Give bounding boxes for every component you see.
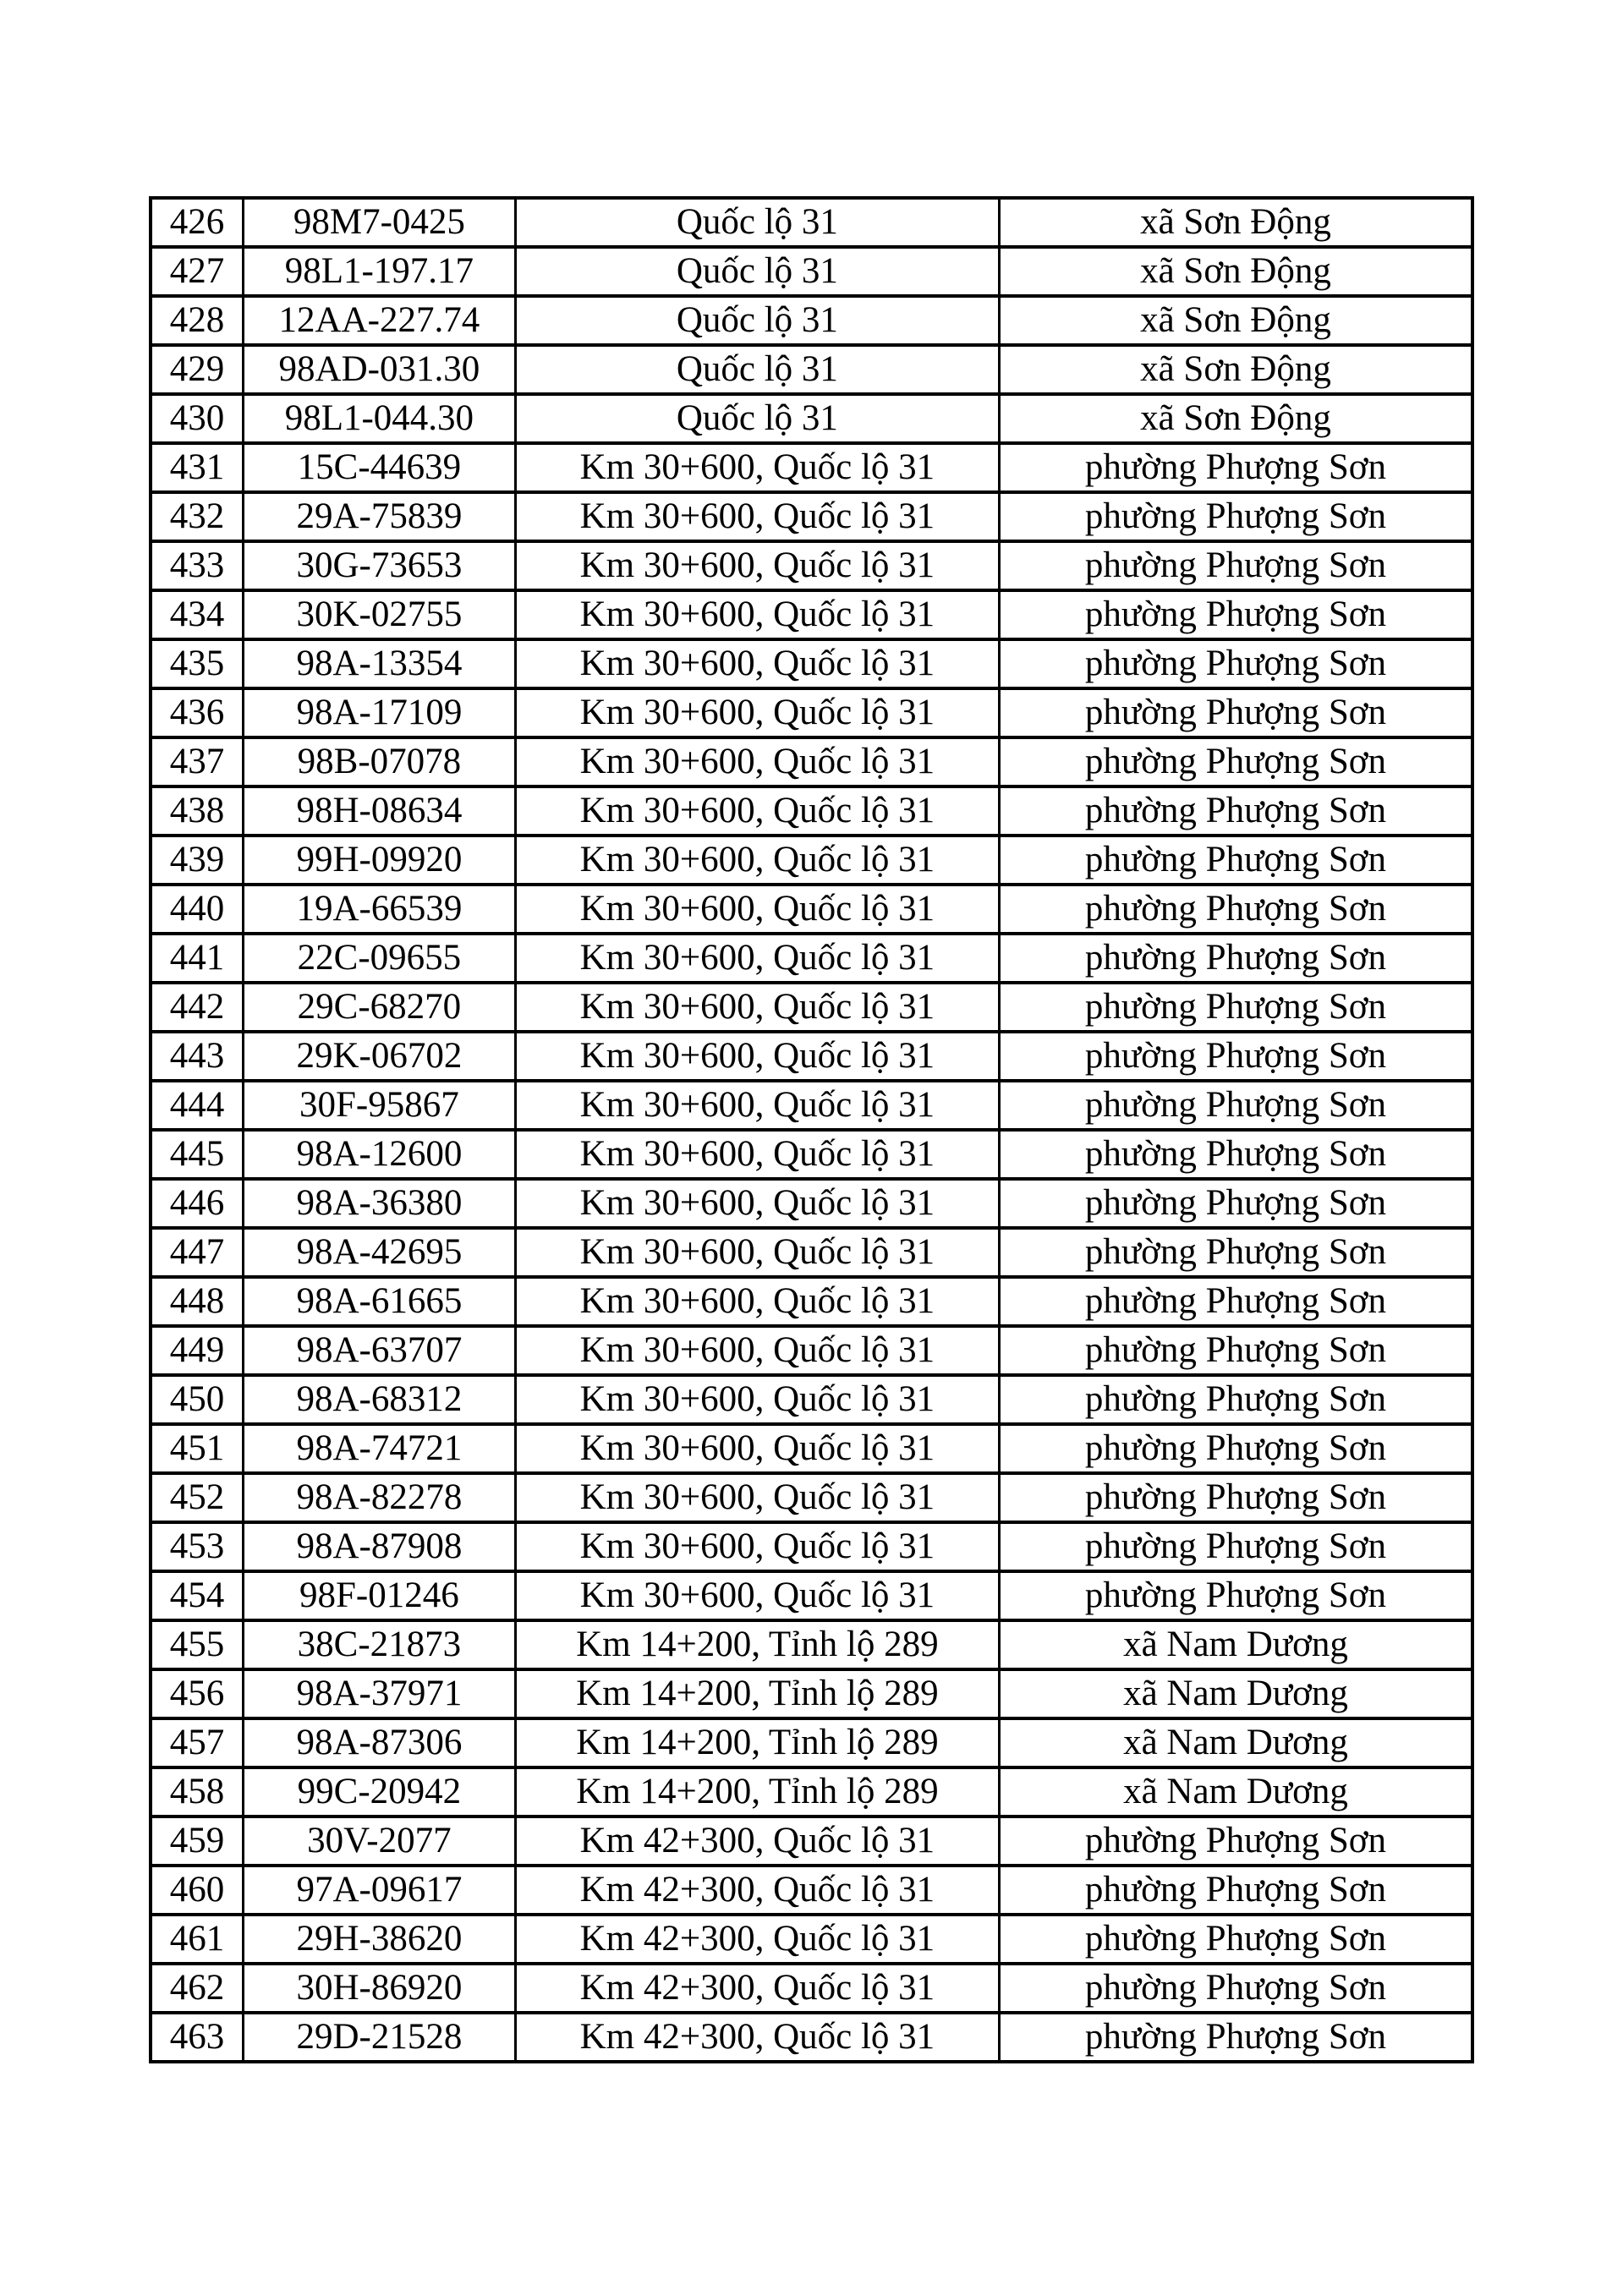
row-number-cell: 461 <box>151 1915 243 1964</box>
table-row <box>151 836 1472 885</box>
row-number-cell: 436 <box>151 688 243 737</box>
plate-cell: 98AD-031.30 <box>243 345 515 394</box>
ward-cell: phường Phượng Sơn <box>999 1375 1472 1424</box>
location-cell: Km 30+600, Quốc lộ 31 <box>515 934 999 983</box>
location-cell: Km 30+600, Quốc lộ 31 <box>515 1277 999 1326</box>
ward-cell: phường Phượng Sơn <box>999 885 1472 934</box>
table-row <box>151 1277 1472 1326</box>
table-row <box>151 1571 1472 1620</box>
row-number-cell: 446 <box>151 1179 243 1228</box>
location-cell: Km 30+600, Quốc lộ 31 <box>515 688 999 737</box>
plate-cell: 98H-08634 <box>243 786 515 836</box>
ward-cell: phường Phượng Sơn <box>999 1915 1472 1964</box>
row-number-cell: 443 <box>151 1032 243 1081</box>
ward-cell: phường Phượng Sơn <box>999 541 1472 590</box>
plate-cell: 98B-07078 <box>243 737 515 786</box>
ward-cell: phường Phượng Sơn <box>999 1424 1472 1473</box>
row-number-cell: 456 <box>151 1669 243 1718</box>
row-number-cell: 433 <box>151 541 243 590</box>
row-number-cell: 463 <box>151 2013 243 2062</box>
plate-cell: 98A-37971 <box>243 1669 515 1718</box>
location-cell: Km 30+600, Quốc lộ 31 <box>515 737 999 786</box>
ward-cell: phường Phượng Sơn <box>999 1964 1472 2013</box>
row-number-cell: 431 <box>151 443 243 492</box>
plate-cell: 97A-09617 <box>243 1866 515 1915</box>
location-cell: Km 30+600, Quốc lộ 31 <box>515 590 999 639</box>
ward-cell: phường Phượng Sơn <box>999 1866 1472 1915</box>
location-cell: Km 30+600, Quốc lộ 31 <box>515 1522 999 1571</box>
ward-cell: phường Phượng Sơn <box>999 1032 1472 1081</box>
ward-cell: phường Phượng Sơn <box>999 2013 1472 2062</box>
plate-cell: 98A-42695 <box>243 1228 515 1277</box>
table-row <box>151 1081 1472 1130</box>
plate-cell: 30V-2077 <box>243 1817 515 1866</box>
row-number-cell: 426 <box>151 198 243 247</box>
ward-cell: phường Phượng Sơn <box>999 1473 1472 1522</box>
row-number-cell: 445 <box>151 1130 243 1179</box>
location-cell: Km 30+600, Quốc lộ 31 <box>515 983 999 1032</box>
row-number-cell: 447 <box>151 1228 243 1277</box>
row-number-cell: 441 <box>151 934 243 983</box>
table-row <box>151 1669 1472 1718</box>
row-number-cell: 448 <box>151 1277 243 1326</box>
location-cell: Km 30+600, Quốc lộ 31 <box>515 443 999 492</box>
location-cell: Km 14+200, Tỉnh lộ 289 <box>515 1669 999 1718</box>
location-cell: Km 14+200, Tỉnh lộ 289 <box>515 1767 999 1817</box>
ward-cell: xã Nam Dương <box>999 1669 1472 1718</box>
table-row <box>151 1179 1472 1228</box>
row-number-cell: 450 <box>151 1375 243 1424</box>
table-row <box>151 1915 1472 1964</box>
table-row <box>151 1964 1472 2013</box>
ward-cell: phường Phượng Sơn <box>999 983 1472 1032</box>
plate-cell: 30H-86920 <box>243 1964 515 2013</box>
ward-cell: phường Phượng Sơn <box>999 1277 1472 1326</box>
plate-cell: 98A-87306 <box>243 1718 515 1767</box>
row-number-cell: 435 <box>151 639 243 688</box>
plate-cell: 30K-02755 <box>243 590 515 639</box>
ward-cell: phường Phượng Sơn <box>999 688 1472 737</box>
location-cell: Km 30+600, Quốc lộ 31 <box>515 1032 999 1081</box>
table-row <box>151 885 1472 934</box>
ward-cell: phường Phượng Sơn <box>999 737 1472 786</box>
location-cell: Km 30+600, Quốc lộ 31 <box>515 836 999 885</box>
plate-cell: 99C-20942 <box>243 1767 515 1817</box>
row-number-cell: 432 <box>151 492 243 541</box>
table-row <box>151 1817 1472 1866</box>
ward-cell: phường Phượng Sơn <box>999 590 1472 639</box>
ward-cell: phường Phượng Sơn <box>999 1817 1472 1866</box>
row-number-cell: 428 <box>151 296 243 345</box>
table-row <box>151 1620 1472 1669</box>
location-cell: Km 42+300, Quốc lộ 31 <box>515 2013 999 2062</box>
table-row <box>151 296 1472 345</box>
location-cell: Km 14+200, Tỉnh lộ 289 <box>515 1620 999 1669</box>
plate-cell: 29K-06702 <box>243 1032 515 1081</box>
ward-cell: xã Nam Dương <box>999 1718 1472 1767</box>
location-cell: Km 30+600, Quốc lộ 31 <box>515 1571 999 1620</box>
plate-cell: 98A-61665 <box>243 1277 515 1326</box>
location-cell: Quốc lộ 31 <box>515 394 999 443</box>
row-number-cell: 459 <box>151 1817 243 1866</box>
plate-cell: 29D-21528 <box>243 2013 515 2062</box>
table-row <box>151 737 1472 786</box>
ward-cell: phường Phượng Sơn <box>999 786 1472 836</box>
table-body <box>151 198 1472 2062</box>
ward-cell: phường Phượng Sơn <box>999 1326 1472 1375</box>
table-row <box>151 198 1472 247</box>
plate-cell: 38C-21873 <box>243 1620 515 1669</box>
row-number-cell: 462 <box>151 1964 243 2013</box>
ward-cell: phường Phượng Sơn <box>999 1130 1472 1179</box>
location-cell: Km 42+300, Quốc lộ 31 <box>515 1964 999 2013</box>
location-cell: Km 30+600, Quốc lộ 31 <box>515 1326 999 1375</box>
location-cell: Km 30+600, Quốc lộ 31 <box>515 1179 999 1228</box>
location-cell: Km 30+600, Quốc lộ 31 <box>515 885 999 934</box>
location-cell: Km 30+600, Quốc lộ 31 <box>515 1424 999 1473</box>
ward-cell: phường Phượng Sơn <box>999 836 1472 885</box>
table-row <box>151 2013 1472 2062</box>
row-number-cell: 438 <box>151 786 243 836</box>
table-row <box>151 639 1472 688</box>
table-row <box>151 1522 1472 1571</box>
ward-cell: xã Nam Dương <box>999 1620 1472 1669</box>
plate-cell: 98A-87908 <box>243 1522 515 1571</box>
table-row <box>151 247 1472 296</box>
ward-cell: xã Sơn Động <box>999 247 1472 296</box>
ward-cell: phường Phượng Sơn <box>999 1571 1472 1620</box>
table-row <box>151 1866 1472 1915</box>
table-row <box>151 541 1472 590</box>
plate-cell: 29C-68270 <box>243 983 515 1032</box>
table-row <box>151 688 1472 737</box>
plate-cell: 29A-75839 <box>243 492 515 541</box>
ward-cell: xã Nam Dương <box>999 1767 1472 1817</box>
table-row <box>151 1424 1472 1473</box>
location-cell: Quốc lộ 31 <box>515 345 999 394</box>
table-row <box>151 1473 1472 1522</box>
ward-cell: xã Sơn Động <box>999 345 1472 394</box>
table-row <box>151 786 1472 836</box>
ward-cell: phường Phượng Sơn <box>999 443 1472 492</box>
ward-cell: phường Phượng Sơn <box>999 639 1472 688</box>
plate-cell: 98A-63707 <box>243 1326 515 1375</box>
location-cell: Quốc lộ 31 <box>515 247 999 296</box>
plate-cell: 98A-17109 <box>243 688 515 737</box>
row-number-cell: 440 <box>151 885 243 934</box>
table-row <box>151 983 1472 1032</box>
row-number-cell: 453 <box>151 1522 243 1571</box>
row-number-cell: 444 <box>151 1081 243 1130</box>
row-number-cell: 442 <box>151 983 243 1032</box>
location-cell: Quốc lộ 31 <box>515 198 999 247</box>
location-cell: Quốc lộ 31 <box>515 296 999 345</box>
table-row <box>151 394 1472 443</box>
plate-cell: 30G-73653 <box>243 541 515 590</box>
plate-cell: 29H-38620 <box>243 1915 515 1964</box>
location-cell: Km 14+200, Tỉnh lộ 289 <box>515 1718 999 1767</box>
row-number-cell: 429 <box>151 345 243 394</box>
location-cell: Km 30+600, Quốc lộ 31 <box>515 541 999 590</box>
ward-cell: xã Sơn Động <box>999 296 1472 345</box>
ward-cell: phường Phượng Sơn <box>999 1228 1472 1277</box>
plate-cell: 12AA-227.74 <box>243 296 515 345</box>
row-number-cell: 460 <box>151 1866 243 1915</box>
plate-cell: 22C-09655 <box>243 934 515 983</box>
row-number-cell: 452 <box>151 1473 243 1522</box>
plate-cell: 99H-09920 <box>243 836 515 885</box>
table-row <box>151 492 1472 541</box>
row-number-cell: 434 <box>151 590 243 639</box>
location-cell: Km 30+600, Quốc lộ 31 <box>515 1081 999 1130</box>
table-row <box>151 345 1472 394</box>
table-row <box>151 934 1472 983</box>
plate-cell: 98M7-0425 <box>243 198 515 247</box>
plate-cell: 98F-01246 <box>243 1571 515 1620</box>
ward-cell: xã Sơn Động <box>999 394 1472 443</box>
row-number-cell: 455 <box>151 1620 243 1669</box>
table-row <box>151 1032 1472 1081</box>
table-row <box>151 1326 1472 1375</box>
plate-cell: 98A-68312 <box>243 1375 515 1424</box>
table-row <box>151 1228 1472 1277</box>
plate-cell: 98A-13354 <box>243 639 515 688</box>
location-cell: Km 30+600, Quốc lộ 31 <box>515 1375 999 1424</box>
plate-cell: 30F-95867 <box>243 1081 515 1130</box>
location-cell: Km 30+600, Quốc lộ 31 <box>515 492 999 541</box>
row-number-cell: 454 <box>151 1571 243 1620</box>
row-number-cell: 449 <box>151 1326 243 1375</box>
location-cell: Km 42+300, Quốc lộ 31 <box>515 1915 999 1964</box>
location-cell: Km 30+600, Quốc lộ 31 <box>515 1130 999 1179</box>
location-cell: Km 42+300, Quốc lộ 31 <box>515 1866 999 1915</box>
ward-cell: phường Phượng Sơn <box>999 1179 1472 1228</box>
ward-cell: phường Phượng Sơn <box>999 934 1472 983</box>
table-row <box>151 590 1472 639</box>
row-number-cell: 451 <box>151 1424 243 1473</box>
plate-cell: 98A-12600 <box>243 1130 515 1179</box>
row-number-cell: 439 <box>151 836 243 885</box>
table-row <box>151 1718 1472 1767</box>
table-row <box>151 1130 1472 1179</box>
row-number-cell: 458 <box>151 1767 243 1817</box>
ward-cell: phường Phượng Sơn <box>999 492 1472 541</box>
plate-cell: 98A-74721 <box>243 1424 515 1473</box>
plate-cell: 98A-36380 <box>243 1179 515 1228</box>
row-number-cell: 427 <box>151 247 243 296</box>
ward-cell: xã Sơn Động <box>999 198 1472 247</box>
table-row <box>151 1375 1472 1424</box>
location-cell: Km 42+300, Quốc lộ 31 <box>515 1817 999 1866</box>
table-row <box>151 443 1472 492</box>
location-cell: Km 30+600, Quốc lộ 31 <box>515 786 999 836</box>
plate-cell: 19A-66539 <box>243 885 515 934</box>
plate-cell: 98A-82278 <box>243 1473 515 1522</box>
ward-cell: phường Phượng Sơn <box>999 1081 1472 1130</box>
location-cell: Km 30+600, Quốc lộ 31 <box>515 639 999 688</box>
plate-cell: 98L1-197.17 <box>243 247 515 296</box>
row-number-cell: 430 <box>151 394 243 443</box>
violation-list-table <box>149 196 1474 2063</box>
plate-cell: 98L1-044.30 <box>243 394 515 443</box>
table-row <box>151 1767 1472 1817</box>
row-number-cell: 457 <box>151 1718 243 1767</box>
row-number-cell: 437 <box>151 737 243 786</box>
location-cell: Km 30+600, Quốc lộ 31 <box>515 1228 999 1277</box>
ward-cell: phường Phượng Sơn <box>999 1522 1472 1571</box>
location-cell: Km 30+600, Quốc lộ 31 <box>515 1473 999 1522</box>
plate-cell: 15C-44639 <box>243 443 515 492</box>
